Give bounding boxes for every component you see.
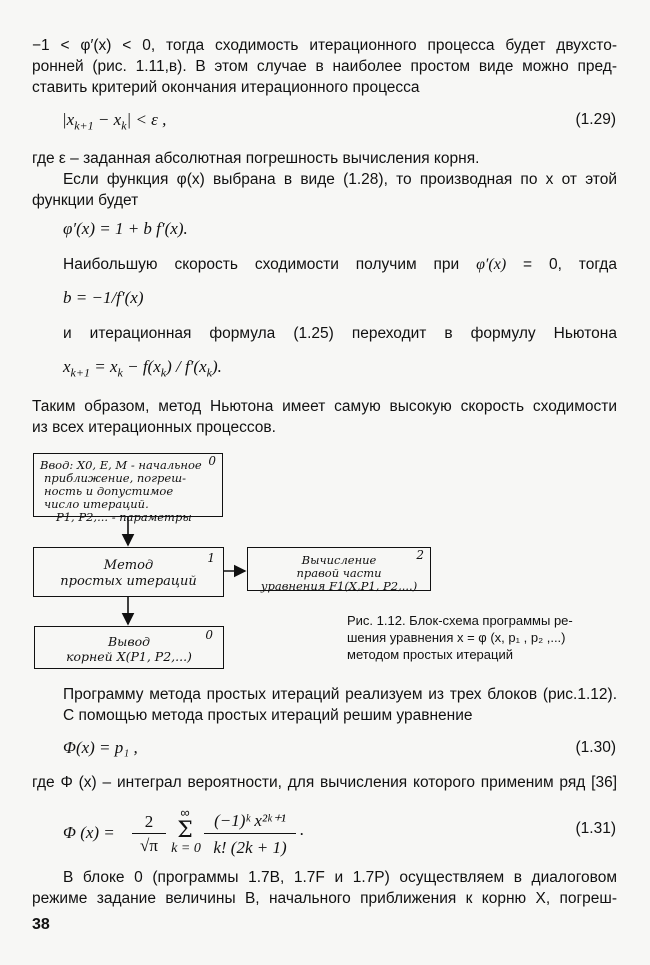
equation-number-1-29: (1.29) — [575, 111, 616, 128]
block-input-line: ность и допустимое — [44, 484, 174, 498]
block-calc-number: 2 — [416, 548, 424, 562]
para4-word: и — [63, 325, 72, 342]
para6-line1: Программу метода простых итераций реализуем из трех блоков (рис.1.12). — [63, 686, 617, 703]
para2-line1: Если функция φ(x) выбрана в виде (1.28), то производная по x от этой — [63, 171, 617, 188]
para2-line2: функции будет — [32, 192, 139, 209]
para4-word: итерационная — [89, 325, 192, 342]
figure-caption-line2: шения уравнения x = φ (x, p₁ , p₂ ,...) — [347, 630, 566, 645]
eq131-lhs: Φ (x) = — [63, 823, 115, 842]
eq131-coef-denominator: √π — [140, 836, 158, 855]
equation-newton: $x_{k+1} = x_k - f(x_k) / f'(x_k)$. — [63, 357, 222, 380]
block-input-line: приближение, погреш- — [44, 471, 186, 485]
flowchart-block-output — [34, 626, 224, 669]
where-epsilon-line: где ε – заданная абсолютная погрешность вычисления корня. — [32, 150, 480, 167]
block-output-line: Вывод — [107, 634, 151, 649]
para4-word: (1.25) — [293, 325, 334, 342]
para1-line3: ставить критерий окончания итерационного процесса — [32, 79, 420, 96]
eq131-fraction-denominator: k! (2k + 1) — [213, 838, 287, 857]
eq131-coef-bar — [132, 833, 166, 834]
block-output-number: 0 — [205, 628, 213, 642]
block-method-line: простых итераций — [60, 574, 197, 589]
para3-word: скорость — [174, 256, 238, 273]
equation-b: b = −1/f′(x) — [63, 288, 144, 307]
para3-word: тогда — [578, 256, 617, 273]
block-input-line: P1, P2,... - параметры — [56, 510, 192, 524]
eq131-sum-bottom: k = 0 — [171, 841, 201, 856]
equation-derivative: φ′(x) = 1 + b f′(x). — [63, 219, 188, 238]
para4-word: формула — [209, 325, 276, 342]
flowchart-block-input — [33, 453, 223, 524]
para7-line2: режиме задание величины B, начального приближения к корню X, погреш- — [32, 890, 617, 907]
equation-number-1-31: (1.31) — [575, 820, 616, 837]
para3-word: получим — [355, 256, 417, 273]
para5-line2: из всех итерационных процессов. — [32, 419, 276, 436]
para1-line1: −1 < φ′(x) < 0, тогда сходимость итерационного процесса будет двухсто- — [32, 37, 617, 54]
equation-1-29: $|x_{k+1} - x_k| < \varepsilon$ , — [62, 110, 167, 133]
para4-word: переходит — [351, 325, 427, 342]
para3-word: при — [433, 256, 460, 273]
para3-word: φ′(x) — [476, 256, 507, 273]
block-calc-line: уравнения F1(X,P1, P2,...) — [260, 579, 418, 593]
para1-line2: ронней (рис. 1.11,в). В этом случае в наиболее простом виде можно пред- — [32, 58, 617, 75]
block-input-line: Ввод: X0, E, M - начальное — [40, 458, 202, 472]
block-calc-line: Вычисление — [301, 553, 377, 567]
para5-line1: Таким образом, метод Ньютона имеет самую высокую скорость сходимости — [32, 398, 617, 415]
figure-caption-line3: методом простых итераций — [347, 647, 513, 662]
block-output-line: корней X(P1, P2,...) — [66, 649, 192, 664]
para3-word: сходимости — [254, 256, 339, 273]
para4-word: Ньютона — [553, 325, 617, 342]
figure-caption-line1: Рис. 1.12. Блок-схема программы ре- — [347, 613, 573, 628]
block-method-line: Метод — [103, 558, 154, 573]
para3-word: 0, — [548, 256, 562, 273]
eq131-tail: . — [300, 820, 305, 839]
para4-word: в — [444, 325, 453, 342]
eq131-coef-numerator: 2 — [144, 812, 154, 831]
flowchart-block-method — [33, 547, 224, 597]
block-method-number: 1 — [207, 551, 215, 565]
eq131-fraction-bar — [204, 833, 296, 834]
equation-1-30: Φ(x) = p₁ , — [63, 738, 138, 757]
para3-word: = — [523, 256, 533, 273]
block-input-line: число итераций. — [44, 497, 149, 511]
block-input-number: 0 — [208, 454, 216, 468]
block-calc-line: правой части — [296, 566, 382, 580]
eq131-sum-sign: Σ — [177, 818, 193, 843]
eq131-sum-top: ∞ — [180, 805, 190, 820]
flowchart-block-calc — [247, 547, 431, 591]
equation-number-1-30: (1.30) — [575, 739, 616, 756]
para7-line1: В блоке 0 (программы 1.7B, 1.7F и 1.7P) осуществляем в диалоговом — [63, 869, 617, 886]
para3-word: Наибольшую — [63, 256, 158, 273]
para4-word: формулу — [470, 325, 536, 342]
page-number: 38 — [32, 916, 50, 933]
para6-line2: С помощью метода простых итераций решим уравнение — [63, 707, 473, 724]
eq131-fraction-numerator: (−1)ᵏ x²ᵏ⁺¹ — [214, 811, 286, 830]
where-phi-line: где Φ (x) – интеграл вероятности, для вычисления которого применим ряд [36] — [32, 774, 617, 791]
